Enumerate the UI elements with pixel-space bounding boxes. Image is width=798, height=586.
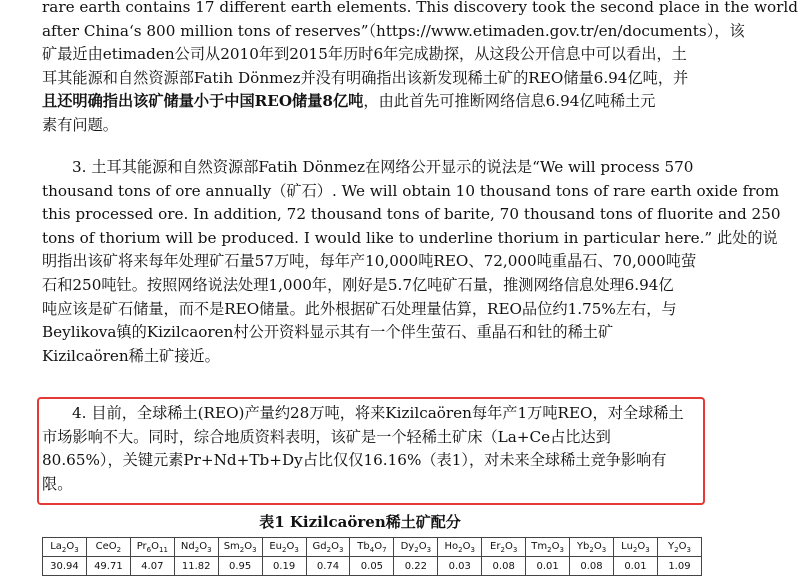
bold-emphasis: 且还明确指出该矿储量小于中国REO储量8亿吨 [42,92,364,111]
text-line: after China‘s 800 million tons of reserves”（https://www.etimaden.gov.tr/en/documents），该 [42,21,745,40]
oxide-header: $Dy_2O_3$ [394,538,438,557]
oxide-header: $Sm_2O_3$ [218,538,262,557]
oxide-value: 1.09 [657,557,701,576]
oxide-value: 0.74 [306,557,350,576]
oxide-value: 0.05 [350,557,394,576]
oxide-value: 0.08 [482,557,526,576]
rare-earth-distribution-table [42,537,702,576]
table-caption: 表1 Kizilcaören稀土矿配分 [259,513,461,531]
text-line: 市场影响不大。同时，综合地质资料表明，该矿是一个轻稀土矿床（La+Ce占比达到 [42,427,611,446]
text-line: this processed ore. In addition, 72 thousand tons of barite, 70 thousand tons of fluorite and 250 [42,205,781,224]
table-header-row [43,538,702,557]
oxide-value: 0.03 [438,557,482,576]
text-line: 明指出该矿将来每年处理矿石量57万吨，每年产10,000吨REO、72,000吨重晶石、70,000吨萤 [42,252,697,271]
text-line: 80.65%），关键元素Pr+Nd+Tb+Dy占比仅仅16.16%（表1），对未来全球稀土竞争影响有 [42,451,667,470]
text-line: 耳其能源和自然资源部Fatih Dönmez并没有明确指出该新发现稀土矿的REO储量6.94亿吨，并 [42,68,689,87]
oxide-value: 0.95 [218,557,262,576]
oxide-value: 11.82 [174,557,218,576]
oxide-header: CeO$_2$ [86,538,130,557]
oxide-value: 49.71 [86,557,130,576]
oxide-header: $Yb_2O_3$ [570,538,614,557]
text-line: tons of thorium will be produced. I would like to underline thorium in particular here.” 此处的说 [42,228,778,247]
oxide-header: $La_2O_3$ [43,538,87,557]
paragraph-4 [42,402,702,496]
text-line: 4. 目前，全球稀土(REO)产量约28万吨，将来Kizilcaören每年产1万吨REO，对全球稀土 [72,404,684,422]
oxide-header: $Pr_6O_{11}$ [130,538,174,557]
oxide-header: $Tb_4O_7$ [350,538,394,557]
oxide-value: 0.19 [262,557,306,576]
text-line: 吨应该是矿石储量，而不是REO储量。此外根据矿石处理量估算，REO品位约1.75%左右，与 [42,299,677,318]
paragraph-2 [42,0,798,138]
text-line: thousand tons of ore annually（矿石）. We will obtain 10 thousand tons of rare earth oxide from [42,181,780,200]
text-line: 矿最近由etimaden公司从2010年到2015年历时6年完成勘探，从这段公开信息中可以看出，土 [42,45,687,64]
oxide-header: $Y_2O_3$ [657,538,701,557]
text-line: 素有问题。 [42,115,118,134]
oxide-value: 0.08 [570,557,614,576]
text-line: 限。 [42,474,73,493]
text-run: ，由此首先可推断网络信息6.94亿吨稀土元 [363,92,656,111]
text-line: Kizilcaören稀土矿接近。 [42,346,220,365]
oxide-header: $Lu_2O_3$ [613,538,657,557]
oxide-header: $Tm_2O_3$ [526,538,570,557]
oxide-value: 0.01 [613,557,657,576]
oxide-value: 0.22 [394,557,438,576]
text-line: Beylikova镇的Kizilcaoren村公开资料显示其有一个伴生萤石、重晶石和钍的稀土矿 [42,323,614,342]
text-line [42,90,702,114]
oxide-header: $Ho_2O_3$ [438,538,482,557]
text-line: rare earth contains 17 different earth elements. This discovery took the second place in the world [42,0,798,16]
oxide-header: $Gd_2O_3$ [306,538,350,557]
oxide-value: 4.07 [130,557,174,576]
oxide-header: $Eu_2O_3$ [262,538,306,557]
oxide-header: $Nd_2O_3$ [174,538,218,557]
paragraph-3 [42,156,781,368]
table-value-row [43,557,702,576]
oxide-value: 0.01 [526,557,570,576]
oxide-header: $Er_2O_3$ [482,538,526,557]
text-line: 3. 土耳其能源和自然资源部Fatih Dönmez在网络公开显示的说法是“We will process 570 [72,158,694,176]
oxide-value: 30.94 [43,557,87,576]
text-line: 石和250吨钍。按照网络说法处理1,000年，刚好是5.7亿吨矿石量，推测网络信息处理6.94亿 [42,275,674,294]
